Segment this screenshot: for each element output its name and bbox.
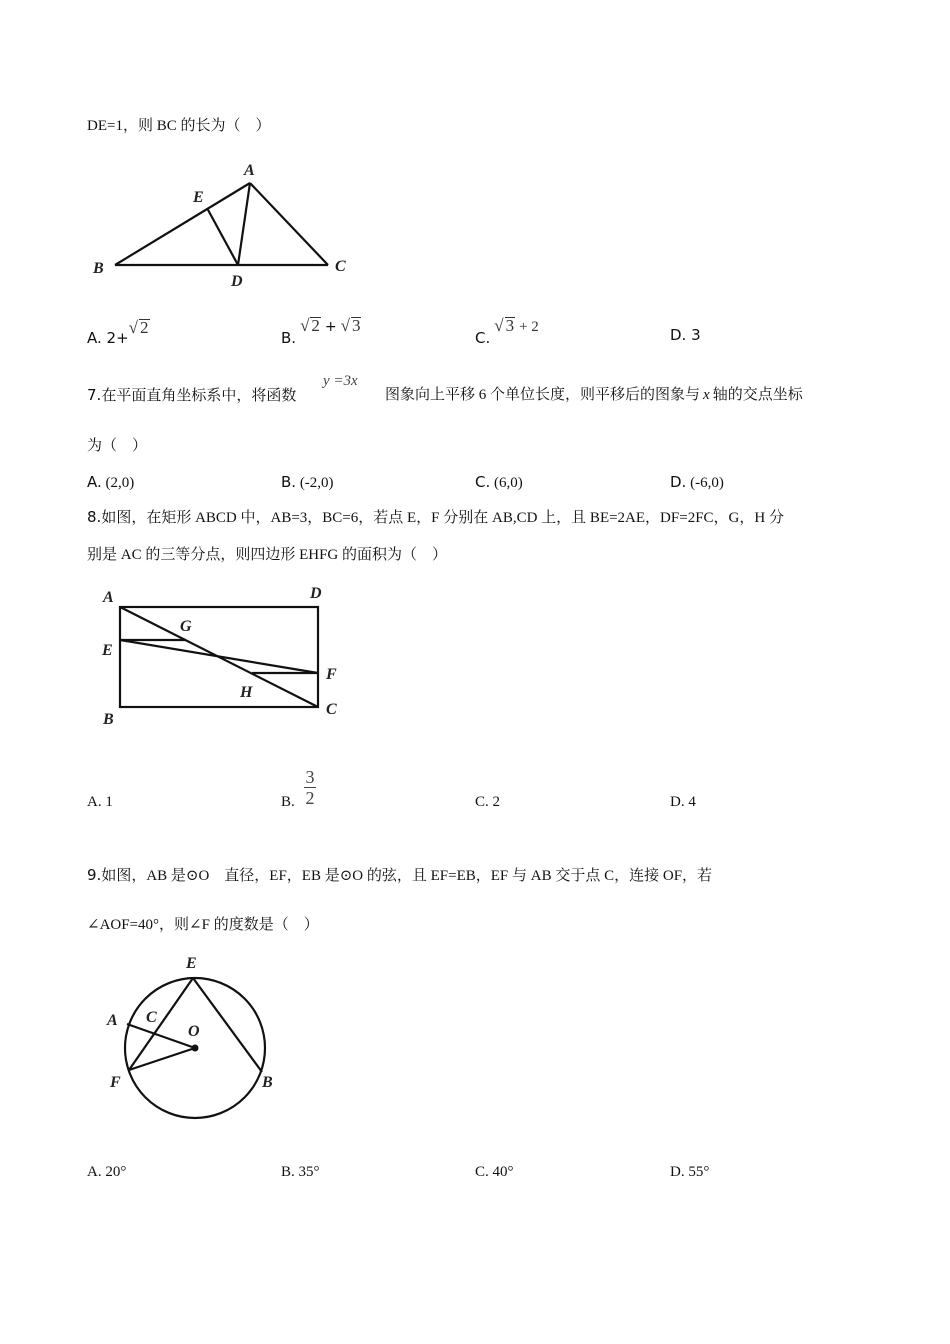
q9-option-a[interactable]: A. 20° <box>87 1164 127 1180</box>
q8-rectangle-figure <box>95 580 355 730</box>
q7-stem-line1-cont: 图象向上平移 6 个单位长度，则平移后的图象与 x 轴的交点坐标 <box>385 387 803 403</box>
q9-label-o: O <box>188 1023 200 1040</box>
q9-label-a: A <box>107 1012 118 1029</box>
q6-label-b: B <box>93 260 104 277</box>
q9-label-f: F <box>110 1074 121 1091</box>
q8-stem-line2: 别是 AC 的三等分点，则四边形 EHFG 的面积为（ ） <box>87 547 448 563</box>
q6-option-d[interactable]: D. 3 <box>670 326 701 344</box>
q6-stem-tail: DE=1，则 BC 的长为（ ） <box>87 118 271 134</box>
q8-option-c[interactable]: C. 2 <box>475 794 501 810</box>
q8-option-d[interactable]: D. 4 <box>670 794 696 810</box>
q7-formula: y =3x <box>323 373 358 389</box>
q8-option-b-fraction[interactable]: 3 2 <box>305 767 315 808</box>
q8-label-f: F <box>326 666 337 683</box>
q7-option-b[interactable]: B. (-2,0) <box>281 473 334 491</box>
q7-stem-line2: 为（ ） <box>87 438 148 454</box>
q6-option-b[interactable]: B. √ 2 + √ 3 <box>281 316 361 347</box>
center-point <box>192 1045 199 1052</box>
q7-option-a[interactable]: A. (2,0) <box>87 473 135 491</box>
q8-label-h: H <box>240 684 253 701</box>
q8-label-e: E <box>102 642 113 659</box>
q6-option-c[interactable]: C. √ 3 + 2 <box>475 316 539 347</box>
q8-label-g: G <box>180 618 192 635</box>
q9-circle-figure <box>100 950 290 1130</box>
q8-stem-line1: 8.如图，在矩形 ABCD 中，AB=3，BC=6，若点 E，F 分别在 AB,CD 上，且 BE=2AE，DF=2FC，G，H 分 <box>87 508 784 526</box>
q6-label-a: A <box>244 162 255 179</box>
q6-label-e: E <box>193 189 204 206</box>
q8-label-a: A <box>103 589 114 606</box>
q9-stem-line2: ∠AOF=40°，则∠F 的度数是（ ） <box>87 917 319 933</box>
q6-triangle-figure <box>85 155 365 295</box>
q7-option-d[interactable]: D. (-6,0) <box>670 473 724 491</box>
q7-stem-line1: 7.在平面直角坐标系中，将函数 <box>87 386 297 404</box>
q8-option-a[interactable]: A. 1 <box>87 794 113 810</box>
q9-stem-line1: 9.如图，AB 是⊙O 直径，EF，EB 是⊙O 的弦，且 EF=EB，EF 与 AB 交于点 C，连接 OF，若 <box>87 866 713 884</box>
sqrt-2: √ 2 <box>128 318 149 337</box>
q9-label-c: C <box>146 1009 157 1026</box>
q8-label-c: C <box>326 701 337 718</box>
q8-option-b-label[interactable]: B. <box>281 794 295 810</box>
q9-label-e: E <box>186 955 197 972</box>
q6-label-d: D <box>231 273 243 290</box>
q6-label-c: C <box>335 258 346 275</box>
q9-option-c[interactable]: C. 40° <box>475 1164 514 1180</box>
q8-label-b: B <box>103 711 114 728</box>
q9-option-b[interactable]: B. 35° <box>281 1164 320 1180</box>
q9-option-d[interactable]: D. 55° <box>670 1164 710 1180</box>
q9-label-b: B <box>262 1074 273 1091</box>
q6-option-a[interactable]: A. 2+√ 2 <box>87 318 149 347</box>
q8-label-d: D <box>310 585 322 602</box>
q7-option-c[interactable]: C. (6,0) <box>475 473 523 491</box>
